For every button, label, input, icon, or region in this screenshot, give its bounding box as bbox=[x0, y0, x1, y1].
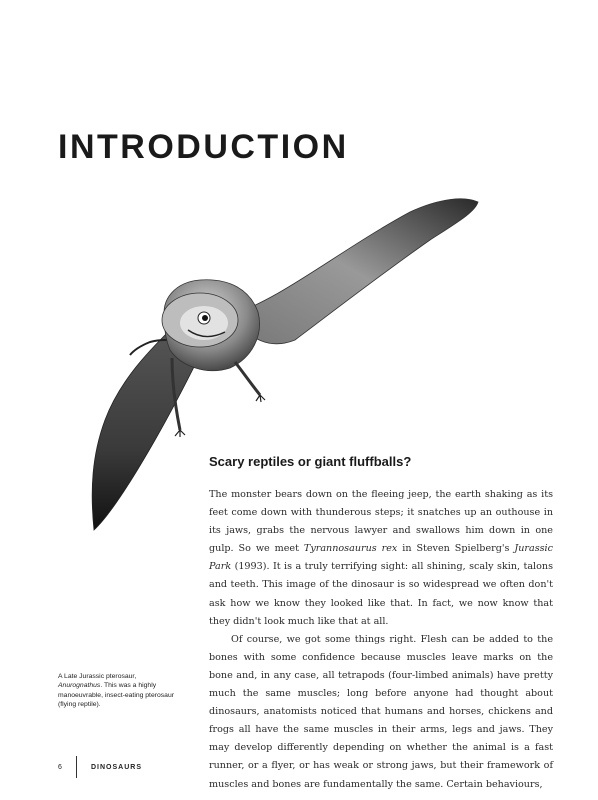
paragraph-1 bbox=[209, 486, 553, 631]
paragraph-2: Of course, we got some things right. Flesh can be added to the bones with some confidence because muscles leave marks on the bone and, in any case, all tetrapods (four-limbed animals) have pretty much the same muscles; long before anyone had thought about dinosaurs, anatomists noticed that humans and horses, chickens and frogs all have the same muscles in their arms, legs and jaws. They may develop differently depending on whether the animal is a fast runner, or a flyer, or has weak or strong jaws, but their framework of muscles and bones are fundamentally the same. Certain behaviours, bbox=[209, 633, 553, 790]
footer-divider bbox=[76, 756, 77, 778]
paragraph-1-text-b: in Steven Spielberg's bbox=[397, 543, 515, 555]
page-number: 6 bbox=[58, 763, 62, 771]
section-subheading: Scary reptiles or giant fluffballs? bbox=[209, 454, 412, 469]
species-name: Tyrannosaurus rex bbox=[303, 543, 398, 555]
body-text bbox=[209, 486, 553, 794]
running-section-title: DINOSAURS bbox=[91, 763, 143, 771]
caption-text-a: A Late Jurassic pterosaur, bbox=[58, 673, 137, 680]
page-footer bbox=[58, 760, 142, 774]
paragraph-1-text-a: The monster bears down on the fleeing jeep, the earth shaking as its feet come down with thunderous steps; it snatches up an outhouse in its jaws, grabs the nervous lawyer and swallows him down in one gulp. So we meet bbox=[209, 489, 553, 555]
caption-genus: Anurognathus bbox=[58, 682, 101, 690]
caption-text-b: . This was a highly manoeuvrable, insect-eating pterosaur (flying reptile). bbox=[58, 682, 174, 708]
film-title: Jurassic Park bbox=[209, 543, 553, 573]
paragraph-1-text-c: (1993). It is a truly terrifying sight: all shining, scaly skin, talons and teeth. This image of the dinosaur is so widespread we often don't ask how we know they looked like that. In fact, we now know that they didn't look much like that at all. bbox=[209, 561, 553, 627]
image-caption bbox=[58, 672, 178, 709]
page-title: INTRODUCTION bbox=[58, 128, 349, 166]
